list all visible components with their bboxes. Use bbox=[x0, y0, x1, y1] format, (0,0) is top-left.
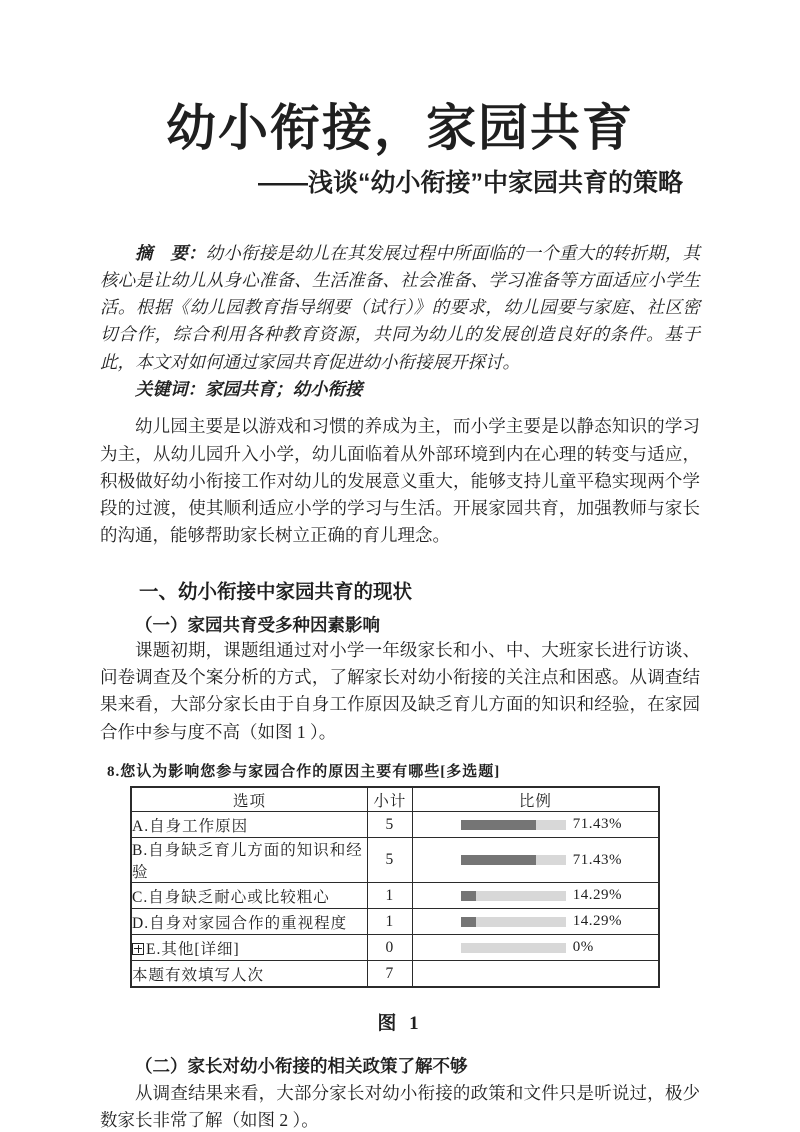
option-label: A.自身工作原因 bbox=[132, 817, 249, 835]
option-cell bbox=[131, 909, 367, 935]
percent-cell bbox=[412, 883, 659, 909]
column-header-percent: 比例 bbox=[412, 787, 659, 812]
table-row bbox=[131, 961, 659, 987]
percent-label: 71.43% bbox=[572, 816, 622, 833]
percent-label: 14.29% bbox=[572, 887, 622, 904]
paper-title: 幼小衔接，家园共育 bbox=[166, 100, 634, 156]
bar-fill bbox=[461, 917, 476, 927]
table-row bbox=[131, 909, 659, 935]
count-cell: 5 bbox=[367, 812, 412, 838]
percent-bar bbox=[413, 852, 658, 869]
percent-label: 14.29% bbox=[572, 913, 622, 930]
option-label: B.自身缺乏育儿方面的知识和经验 bbox=[132, 842, 363, 882]
table-row bbox=[131, 838, 659, 883]
survey-header-row bbox=[131, 787, 659, 812]
section1-heading: 一、幼小衔接中家园共育的现状 bbox=[139, 581, 413, 603]
count-cell: 1 bbox=[367, 883, 412, 909]
percent-label: 71.43% bbox=[572, 851, 622, 868]
column-header-option: 选项 bbox=[131, 787, 367, 812]
keywords-line bbox=[100, 376, 700, 403]
option-label: D.自身对家园合作的重视程度 bbox=[132, 914, 348, 932]
bar-track bbox=[461, 943, 566, 953]
option-cell bbox=[131, 838, 367, 883]
percent-label: 0% bbox=[572, 939, 594, 956]
bar-fill bbox=[461, 820, 536, 830]
table-row bbox=[131, 883, 659, 909]
percent-cell bbox=[412, 812, 659, 838]
page-content bbox=[0, 100, 800, 1132]
keywords-label: 关键词： bbox=[135, 378, 205, 399]
subsection1-paragraph: 课题初期，课题组通过对小学一年级家长和小、中、大班家长进行访谈、问卷调查及个案分析的方式，了解家长对幼小衔接的关注点和困惑。从调查结果来看，大部分家长由于自身工作原因及缺乏育儿方面的知识和经验，在家园合作中参与度不高（如图 1 ）。 bbox=[100, 639, 700, 742]
option-cell bbox=[131, 935, 367, 961]
subsection2-heading: （二）家长对幼小衔接的相关政策了解不够 bbox=[135, 1055, 468, 1076]
intro-paragraph: 幼儿园主要是以游戏和习惯的养成为主，而小学主要是以静态知识的学习为主，从幼儿园升入小学，幼儿面临着从外部环境到内在心理的转变与适应，积极做好幼小衔接工作对幼儿的发展意义重大，能够支持儿童平稳实现两个学段的过渡，使其顺利适应小学的学习与生活。开展家园共育，加强教师与家长的沟通，能够帮助家长树立正确的育儿理念。 bbox=[100, 416, 700, 546]
percent-cell bbox=[412, 961, 659, 987]
bar-fill bbox=[461, 855, 536, 865]
paper-subtitle: ——浅谈“幼小衔接”中家园共育的策略 bbox=[257, 168, 683, 197]
bar-fill bbox=[461, 891, 476, 901]
survey-table-body bbox=[131, 812, 659, 987]
option-label: C.自身缺乏耐心或比较粗心 bbox=[132, 888, 330, 906]
table-row bbox=[131, 812, 659, 838]
percent-bar bbox=[413, 816, 658, 833]
percent-cell bbox=[412, 935, 659, 961]
count-cell: 7 bbox=[367, 961, 412, 987]
abstract-paragraph bbox=[100, 240, 700, 376]
figure1-question: 8.您认为影响您参与家园合作的原因主要有哪些[多选题] bbox=[107, 763, 501, 780]
percent-cell bbox=[412, 838, 659, 883]
survey-table bbox=[130, 786, 660, 988]
percent-bar bbox=[413, 887, 658, 904]
bar-track bbox=[461, 820, 566, 830]
expand-plus-icon bbox=[132, 943, 144, 955]
column-header-count: 小计 bbox=[367, 787, 412, 812]
count-cell: 0 bbox=[367, 935, 412, 961]
bar-track bbox=[461, 855, 566, 865]
abstract-text: 幼小衔接是幼儿在其发展过程中所面临的一个重大的转折期，其核心是让幼儿从身心准备、生活准备、社会准备、学习准备等方面适应小学生活。根据《幼儿园教育指导纲要（试行）》的要求，幼儿园要与家庭、社区密切合作，综合利用各种教育资源，共同为幼儿的发展创造良好的条件。基于此，本文对如何通过家园共育促进幼小衔接展开探讨。 bbox=[100, 242, 701, 372]
count-cell: 5 bbox=[367, 838, 412, 883]
option-label: 本题有效填写人次 bbox=[132, 966, 265, 984]
keywords-text: 家园共育；幼小衔接 bbox=[205, 378, 363, 399]
subsection2-paragraph: 从调查结果来看，大部分家长对幼小衔接的政策和文件只是听说过，极少数家长非常了解（如图 2 ）。 bbox=[100, 1082, 700, 1131]
option-cell bbox=[131, 883, 367, 909]
option-cell bbox=[131, 961, 367, 987]
bar-track bbox=[461, 891, 566, 901]
table-row bbox=[131, 935, 659, 961]
figure1-caption: 图 1 bbox=[377, 1012, 423, 1034]
percent-bar bbox=[413, 913, 658, 930]
percent-bar bbox=[413, 939, 658, 956]
bar-track bbox=[461, 917, 566, 927]
survey-table-head bbox=[131, 787, 659, 812]
option-cell bbox=[131, 812, 367, 838]
subsection1-heading: （一）家园共育受多种因素影响 bbox=[135, 614, 380, 635]
abstract-label: 摘 要： bbox=[135, 242, 206, 263]
option-label: E.其他[详细] bbox=[146, 940, 240, 958]
count-cell: 1 bbox=[367, 909, 412, 935]
percent-cell bbox=[412, 909, 659, 935]
figure1 bbox=[100, 760, 700, 1035]
